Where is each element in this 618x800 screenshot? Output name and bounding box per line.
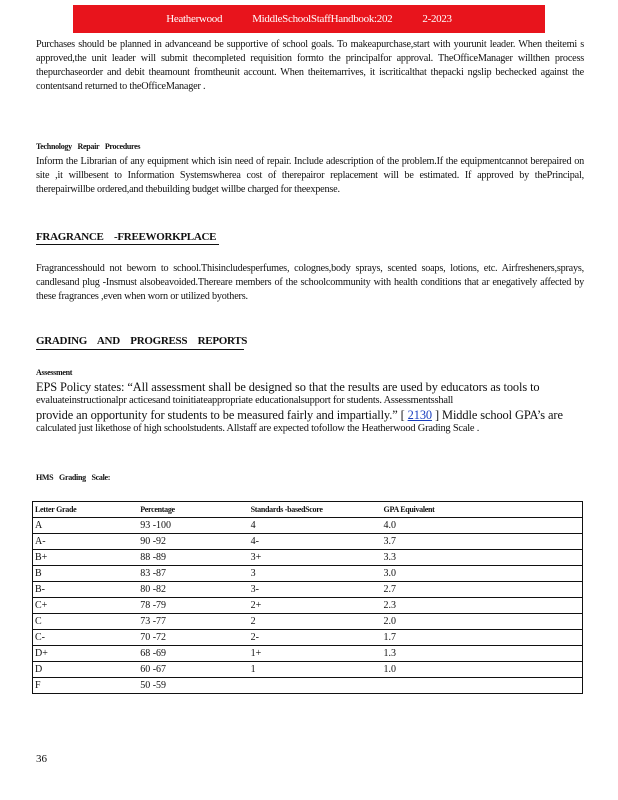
standards-score-cell: 3- bbox=[249, 582, 382, 598]
standards-score-cell: 4 bbox=[249, 518, 382, 534]
fragrance-heading-rule bbox=[36, 244, 219, 245]
column-header-gpa-equivalent: GPA Equivalent bbox=[382, 502, 583, 518]
page-number: 36 bbox=[36, 753, 47, 765]
technology-heading: Technology Repair Procedures bbox=[36, 142, 141, 151]
grading-scale-header-row bbox=[33, 502, 583, 518]
letter-grade-cell: F bbox=[33, 678, 139, 694]
policy-quote-line bbox=[36, 408, 584, 422]
policy-quote-end: provide an opportunity for students to be measured fairly and impartially.” [ bbox=[36, 408, 405, 422]
letter-grade-cell: C bbox=[33, 614, 139, 630]
percentage-cell: 50 -59 bbox=[138, 678, 248, 694]
table-row bbox=[33, 630, 583, 646]
standards-score-cell: 1+ bbox=[249, 646, 382, 662]
technology-paragraph: Inform the Librarian of any equipment which isin need of repair. Include adescription of the problem.If the equipmentcannot berepaired on site ,it willbesent to Information Systemswherea cost of therepairor replacement will be estimated. If approved by thePrincipal, therepairwillbe ordered,and thebuilding budget willbe charged for theexpense. bbox=[36, 156, 584, 195]
grading-scale-table bbox=[32, 501, 583, 694]
gpa-equivalent-cell: 3.0 bbox=[382, 566, 583, 582]
percentage-cell: 73 -77 bbox=[138, 614, 248, 630]
policy-tail: calculated just likethose of high schoolstudents. Allstaff are expected tofollow the Heatherwood Grading Scale . bbox=[36, 423, 480, 434]
table-row bbox=[33, 582, 583, 598]
percentage-cell: 78 -79 bbox=[138, 598, 248, 614]
letter-grade-cell: B+ bbox=[33, 550, 139, 566]
letter-grade-cell: C+ bbox=[33, 598, 139, 614]
column-header-percentage: Percentage bbox=[138, 502, 248, 518]
percentage-cell: 80 -82 bbox=[138, 582, 248, 598]
letter-grade-cell: D+ bbox=[33, 646, 139, 662]
gpa-equivalent-cell: 1.0 bbox=[382, 662, 583, 678]
percentage-cell: 90 -92 bbox=[138, 534, 248, 550]
header-title: MiddleSchoolStaffHandbook:202 bbox=[252, 13, 393, 25]
policy-after-link: ] Middle school GPA’s are bbox=[435, 408, 563, 422]
standards-score-cell: 2- bbox=[249, 630, 382, 646]
gpa-equivalent-cell: 3.7 bbox=[382, 534, 583, 550]
gpa-equivalent-cell: 2.3 bbox=[382, 598, 583, 614]
percentage-cell: 83 -87 bbox=[138, 566, 248, 582]
standards-score-cell: 3 bbox=[249, 566, 382, 582]
table-row bbox=[33, 566, 583, 582]
grading-scale-label: HMS Grading Scale: bbox=[36, 473, 111, 482]
policy-2130-link[interactable]: 2130 bbox=[407, 408, 433, 422]
table-row bbox=[33, 550, 583, 566]
gpa-equivalent-cell: 2.7 bbox=[382, 582, 583, 598]
percentage-cell: 68 -69 bbox=[138, 646, 248, 662]
table-row bbox=[33, 598, 583, 614]
gpa-equivalent-cell: 2.0 bbox=[382, 614, 583, 630]
table-row bbox=[33, 534, 583, 550]
assessment-policy bbox=[36, 380, 584, 436]
standards-score-cell: 1 bbox=[249, 662, 382, 678]
table-row bbox=[33, 662, 583, 678]
percentage-cell: 70 -72 bbox=[138, 630, 248, 646]
fragrance-heading: FRAGRANCE -FREEWORKPLACE bbox=[36, 231, 217, 243]
table-row bbox=[33, 518, 583, 534]
letter-grade-cell: A bbox=[33, 518, 139, 534]
gpa-equivalent-cell: 1.7 bbox=[382, 630, 583, 646]
table-row bbox=[33, 678, 583, 694]
percentage-cell: 88 -89 bbox=[138, 550, 248, 566]
gpa-equivalent-cell bbox=[382, 678, 583, 694]
letter-grade-cell: B- bbox=[33, 582, 139, 598]
table-row bbox=[33, 646, 583, 662]
assessment-subheading: Assessment bbox=[36, 368, 73, 377]
column-header-letter-grade: Letter Grade bbox=[33, 502, 139, 518]
header-school: Heatherwood bbox=[166, 13, 223, 25]
percentage-cell: 93 -100 bbox=[138, 518, 248, 534]
standards-score-cell: 4- bbox=[249, 534, 382, 550]
gpa-equivalent-cell: 3.3 bbox=[382, 550, 583, 566]
header-year: 2-2023 bbox=[422, 13, 452, 25]
percentage-cell: 60 -67 bbox=[138, 662, 248, 678]
letter-grade-cell: C- bbox=[33, 630, 139, 646]
letter-grade-cell: A- bbox=[33, 534, 139, 550]
fragrance-paragraph: Fragrancesshould not beworn to school.Thisincludesperfumes, colognes,body sprays, scented soaps, lotions, etc. Airfresheners,sprays, candlesand plug -Insmust alsobeavoided.Thereare members of the schoolcommunity with health conditions that ar enegatively affected by these fragrances ,even when worn or utilized byothers. bbox=[36, 263, 584, 302]
standards-score-cell: 2+ bbox=[249, 598, 382, 614]
policy-mid: evaluateinstructionalpr acticesand toinitiateappropriate educationalsupport for students. Assessmentsshall bbox=[36, 395, 454, 406]
standards-score-cell: 3+ bbox=[249, 550, 382, 566]
gpa-equivalent-cell: 4.0 bbox=[382, 518, 583, 534]
standards-score-cell: 2 bbox=[249, 614, 382, 630]
policy-lead: EPS Policy states: “All assessment shall be designed so that the results are used by educators as tools to bbox=[36, 380, 540, 394]
letter-grade-cell: D bbox=[33, 662, 139, 678]
handbook-header-bar bbox=[73, 5, 545, 33]
purchases-paragraph: Purchases should be planned in advanceand be supportive of school goals. To makeapurchase,start with yourunit leader. When theitemi s approved,the unit leader will submit thecompleted requisition formto the principalfor approval. TheOfficeManager willthen process thepurchaseorder and debit theamount fromtheunit account. When theitemarrives, it iscriticalthat thepacki ngslip bechecked against the contentsand returned to theOfficeManager . bbox=[36, 39, 584, 92]
letter-grade-cell: B bbox=[33, 566, 139, 582]
grading-heading: GRADING AND PROGRESS REPORTS bbox=[36, 335, 248, 347]
grading-heading-rule bbox=[36, 349, 244, 350]
column-header-standards-score: Standards -basedScore bbox=[249, 502, 382, 518]
gpa-equivalent-cell: 1.3 bbox=[382, 646, 583, 662]
standards-score-cell bbox=[249, 678, 382, 694]
table-row bbox=[33, 614, 583, 630]
